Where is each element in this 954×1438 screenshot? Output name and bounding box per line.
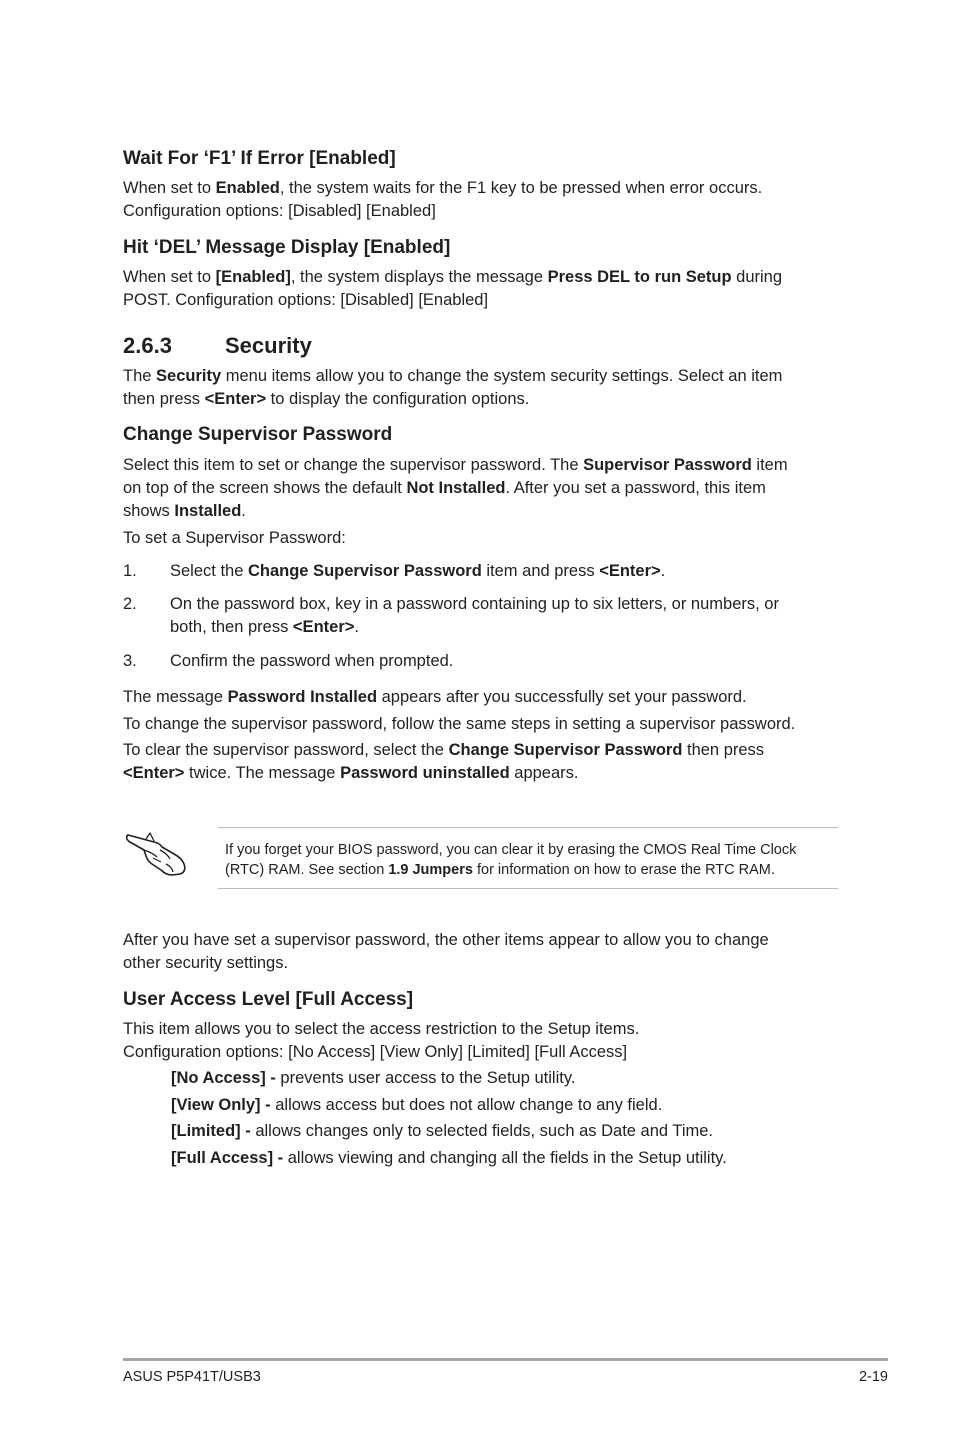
bold-text: <Enter>: [599, 562, 661, 580]
step-text: [170, 560, 890, 583]
to-change-text: To change the supervisor password, follow the same steps in setting a supervisor password.: [123, 715, 796, 733]
to-clear-line2: [123, 762, 843, 785]
text-run: for information on how to erase the RTC RAM.: [472, 862, 775, 878]
to-set-text: To set a Supervisor Password:: [123, 529, 346, 547]
security-intro-line1: [123, 365, 843, 388]
text-run: If you forget your BIOS password, you can clear it by erasing the CMOS Real Time Clock: [225, 842, 797, 858]
bold-text: [Enabled]: [215, 268, 291, 286]
section-title: Security: [225, 333, 312, 358]
text-run: .: [241, 502, 246, 520]
text-run: On the password box, key in a password containing up to six letters, or numbers, or: [170, 595, 779, 613]
note-bottom-rule: [218, 888, 838, 889]
access-option-label: [No Access] -: [171, 1069, 276, 1087]
user-access-line1: This item allows you to select the access restriction to the Setup items.: [123, 1020, 640, 1038]
text-run: When set to: [123, 268, 216, 286]
footer-product: ASUS P5P41T/USB3: [123, 1369, 261, 1385]
step-text: [170, 650, 890, 673]
bold-text: Password uninstalled: [340, 764, 510, 782]
text-run: during: [731, 268, 783, 286]
access-option-label: [Full Access] -: [171, 1149, 284, 1167]
text-run: item and press: [481, 562, 600, 580]
text-run: item: [751, 456, 788, 474]
text-run: . After you set a password, this item: [505, 479, 766, 497]
access-option: [171, 1120, 891, 1143]
text-run: , the system waits for the F1 key to be pressed when error occurs.: [279, 179, 763, 197]
bold-text: Press DEL to run Setup: [547, 268, 732, 286]
text-run: to display the configuration options.: [266, 390, 530, 408]
text-run: To clear the supervisor password, select the: [123, 741, 449, 759]
bold-text: Not Installed: [406, 479, 506, 497]
text-run: menu items allow you to change the system security settings. Select an item: [221, 367, 783, 385]
after-set-line1: After you have set a supervisor password, the other items appear to allow you to change: [123, 931, 769, 949]
hit-del-heading: Hit ‘DEL’ Message Display [Enabled]: [123, 237, 451, 258]
bold-text: Change Supervisor Password: [448, 741, 683, 759]
access-option-label: [View Only] -: [171, 1096, 271, 1114]
step-text: [170, 593, 890, 616]
text-run: shows: [123, 502, 175, 520]
text-run: then press: [682, 741, 765, 759]
wait-f1-line1: [123, 177, 843, 200]
text-run: appears after you successfully set your password.: [377, 688, 747, 706]
bold-text: Password Installed: [227, 688, 378, 706]
password-installed-text: [123, 686, 843, 709]
change-supervisor-heading: Change Supervisor Password: [123, 424, 393, 445]
after-set-line2: other security settings.: [123, 954, 289, 972]
note-line2: [225, 860, 775, 880]
text-run: both, then press: [170, 618, 293, 636]
to-clear-line1: [123, 739, 843, 762]
bold-text: 1.9 Jumpers: [388, 862, 473, 878]
text-run: Select this item to set or change the supervisor password. The: [123, 456, 584, 474]
text-run: twice. The message: [184, 764, 341, 782]
access-option: [171, 1147, 891, 1170]
hit-del-line2: POST. Configuration options: [Disabled] [Enabled]: [123, 291, 489, 309]
user-access-line2: Configuration options: [No Access] [View Only] [Limited] [Full Access]: [123, 1043, 628, 1061]
access-option: [171, 1067, 891, 1090]
wait-f1-heading: Wait For ‘F1’ If Error [Enabled]: [123, 148, 396, 169]
text-run: Select the: [170, 562, 248, 580]
text-run: .: [660, 562, 666, 580]
change-supervisor-intro-line2: [123, 477, 843, 500]
bold-text: Installed: [174, 502, 242, 520]
text-run: appears.: [509, 764, 579, 782]
pointing-hand-icon: [124, 828, 190, 878]
bold-text: Change Supervisor Password: [247, 562, 482, 580]
bold-text: Security: [156, 367, 222, 385]
text-run: The message: [123, 688, 228, 706]
access-option-desc: allows access but does not allow change to any field.: [270, 1096, 663, 1114]
access-option-desc: allows viewing and changing all the fields in the Setup utility.: [283, 1149, 727, 1167]
access-option-desc: allows changes only to selected fields, such as Date and Time.: [250, 1122, 713, 1140]
change-supervisor-intro-line1: [123, 454, 843, 477]
bold-text: Supervisor Password: [583, 456, 752, 474]
step-text: [170, 616, 890, 639]
note-line1: [225, 840, 796, 860]
bold-text: Enabled: [215, 179, 280, 197]
bold-text: <Enter>: [123, 764, 185, 782]
text-run: on top of the screen shows the default: [123, 479, 407, 497]
user-access-heading: User Access Level [Full Access]: [123, 989, 414, 1010]
text-run: (RTC) RAM. See section: [225, 862, 389, 878]
access-option-desc: prevents user access to the Setup utility.: [275, 1069, 576, 1087]
text-run: .: [354, 618, 359, 636]
access-option-label: [Limited] -: [171, 1122, 251, 1140]
footer-rule: [123, 1358, 888, 1361]
note-top-rule: [218, 827, 838, 828]
bold-text: <Enter>: [204, 390, 267, 408]
step-number: 1.: [123, 562, 137, 580]
text-run: , the system displays the message: [290, 268, 548, 286]
bold-text: <Enter>: [292, 618, 355, 636]
text-run: When set to: [123, 179, 216, 197]
hit-del-line1: [123, 266, 843, 289]
security-intro-line2: [123, 388, 843, 411]
access-option: [171, 1094, 891, 1117]
section-number: 2.6.3: [123, 333, 172, 358]
footer-page-number: 2-19: [858, 1369, 888, 1385]
text-run: then press: [123, 390, 205, 408]
step-number: 2.: [123, 595, 137, 613]
text-run: The: [123, 367, 157, 385]
change-supervisor-intro-line3: [123, 500, 843, 523]
step-number: 3.: [123, 652, 137, 670]
text-run: Confirm the password when prompted.: [170, 652, 454, 670]
wait-f1-line2: Configuration options: [Disabled] [Enabled]: [123, 202, 436, 220]
